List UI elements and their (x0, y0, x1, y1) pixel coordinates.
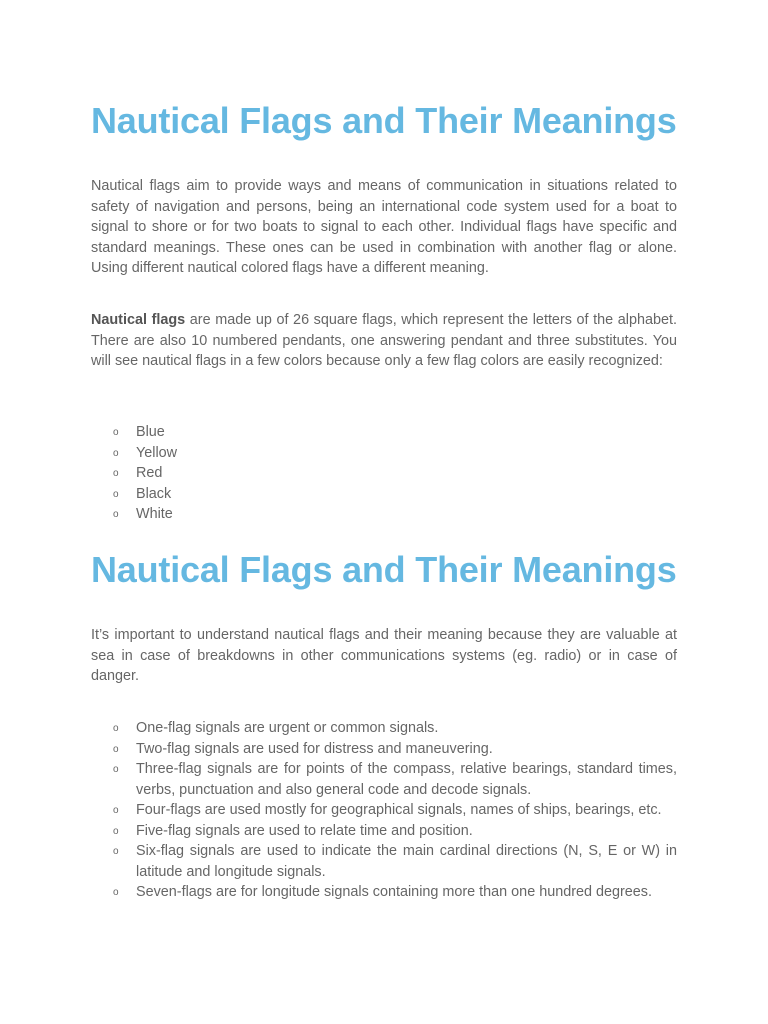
section-heading: Nautical Flags and Their Meanings (91, 549, 677, 590)
list-item (91, 882, 677, 903)
signal-item-text: Three-flag signals are for points of the compass, relative bearings, standard times, verbs, punctuation and also general code and decode signals. (136, 761, 677, 798)
bullet-marker: o (113, 468, 119, 479)
signal-item-text: One-flag signals are urgent or common signals. (136, 720, 439, 736)
list-item (91, 841, 677, 882)
importance-paragraph: It’s important to understand nautical flags and their meaning because they are valuable at sea in case of breakdowns in other communications systems (eg. radio) or in case of danger. (91, 627, 677, 684)
list-item (91, 800, 677, 821)
bullet-marker: o (113, 846, 119, 857)
signal-item-text: Seven-flags are for longitude signals containing more than one hundred degrees. (136, 884, 653, 900)
bullet-marker: o (113, 743, 119, 755)
color-item-label: Black (136, 485, 172, 502)
list-item (91, 718, 677, 739)
list-item (91, 443, 677, 464)
bold-term-nautical-flags: Nautical flags (91, 312, 186, 328)
signal-item-text: Six-flag signals are used to indicate the main cardinal directions (N, S, E or W) in latitude and longitude signals. (136, 843, 677, 880)
bullet-marker: o (113, 488, 119, 500)
bullet-marker: o (113, 427, 119, 438)
color-item-label: Red (136, 465, 163, 481)
bullet-marker: o (113, 447, 119, 459)
list-item (91, 759, 677, 800)
page-title: Nautical Flags and Their Meanings (91, 100, 677, 141)
bullet-marker: o (113, 887, 119, 898)
flags-description-paragraph (91, 310, 677, 372)
list-item (91, 504, 677, 525)
color-item-label: Blue (136, 424, 165, 440)
signal-list (91, 718, 677, 903)
bullet-marker: o (113, 805, 119, 816)
signal-item-text: Four-flags are used mostly for geographical signals, names of ships, bearings, etc. (136, 802, 662, 818)
bullet-marker: o (113, 509, 119, 520)
intro-paragraph: Nautical flags aim to provide ways and means of communication in situations related to safety of navigation and persons, being an international code system used for a boat to signal to shore or for two boats to signal to each other. Individual flags have specific and standard meanings. These ones can be used in combination with another flag or alone. Using different nautical colored flags have a different meaning. (91, 178, 677, 276)
list-item (91, 484, 677, 505)
color-item-label: Yellow (136, 444, 178, 461)
bullet-marker: o (113, 764, 119, 775)
signal-item-text: Five-flag signals are used to relate time and position. (136, 822, 473, 839)
bullet-marker: o (113, 825, 119, 837)
signal-item-text: Two-flag signals are used for distress and maneuvering. (136, 740, 493, 757)
color-list (91, 422, 677, 525)
flags-description-text: are made up of 26 square flags, which represent the letters of the alphabet. There are also 10 numbered pendants, one answering pendant and three substitutes. You will see nautical flags in a few colors because only a few flag colors are easily recognized: (91, 312, 677, 369)
list-item (91, 422, 677, 443)
bullet-marker: o (113, 723, 119, 734)
list-item (91, 739, 677, 760)
list-item (91, 821, 677, 842)
list-item (91, 463, 677, 484)
color-item-label: White (136, 506, 173, 522)
